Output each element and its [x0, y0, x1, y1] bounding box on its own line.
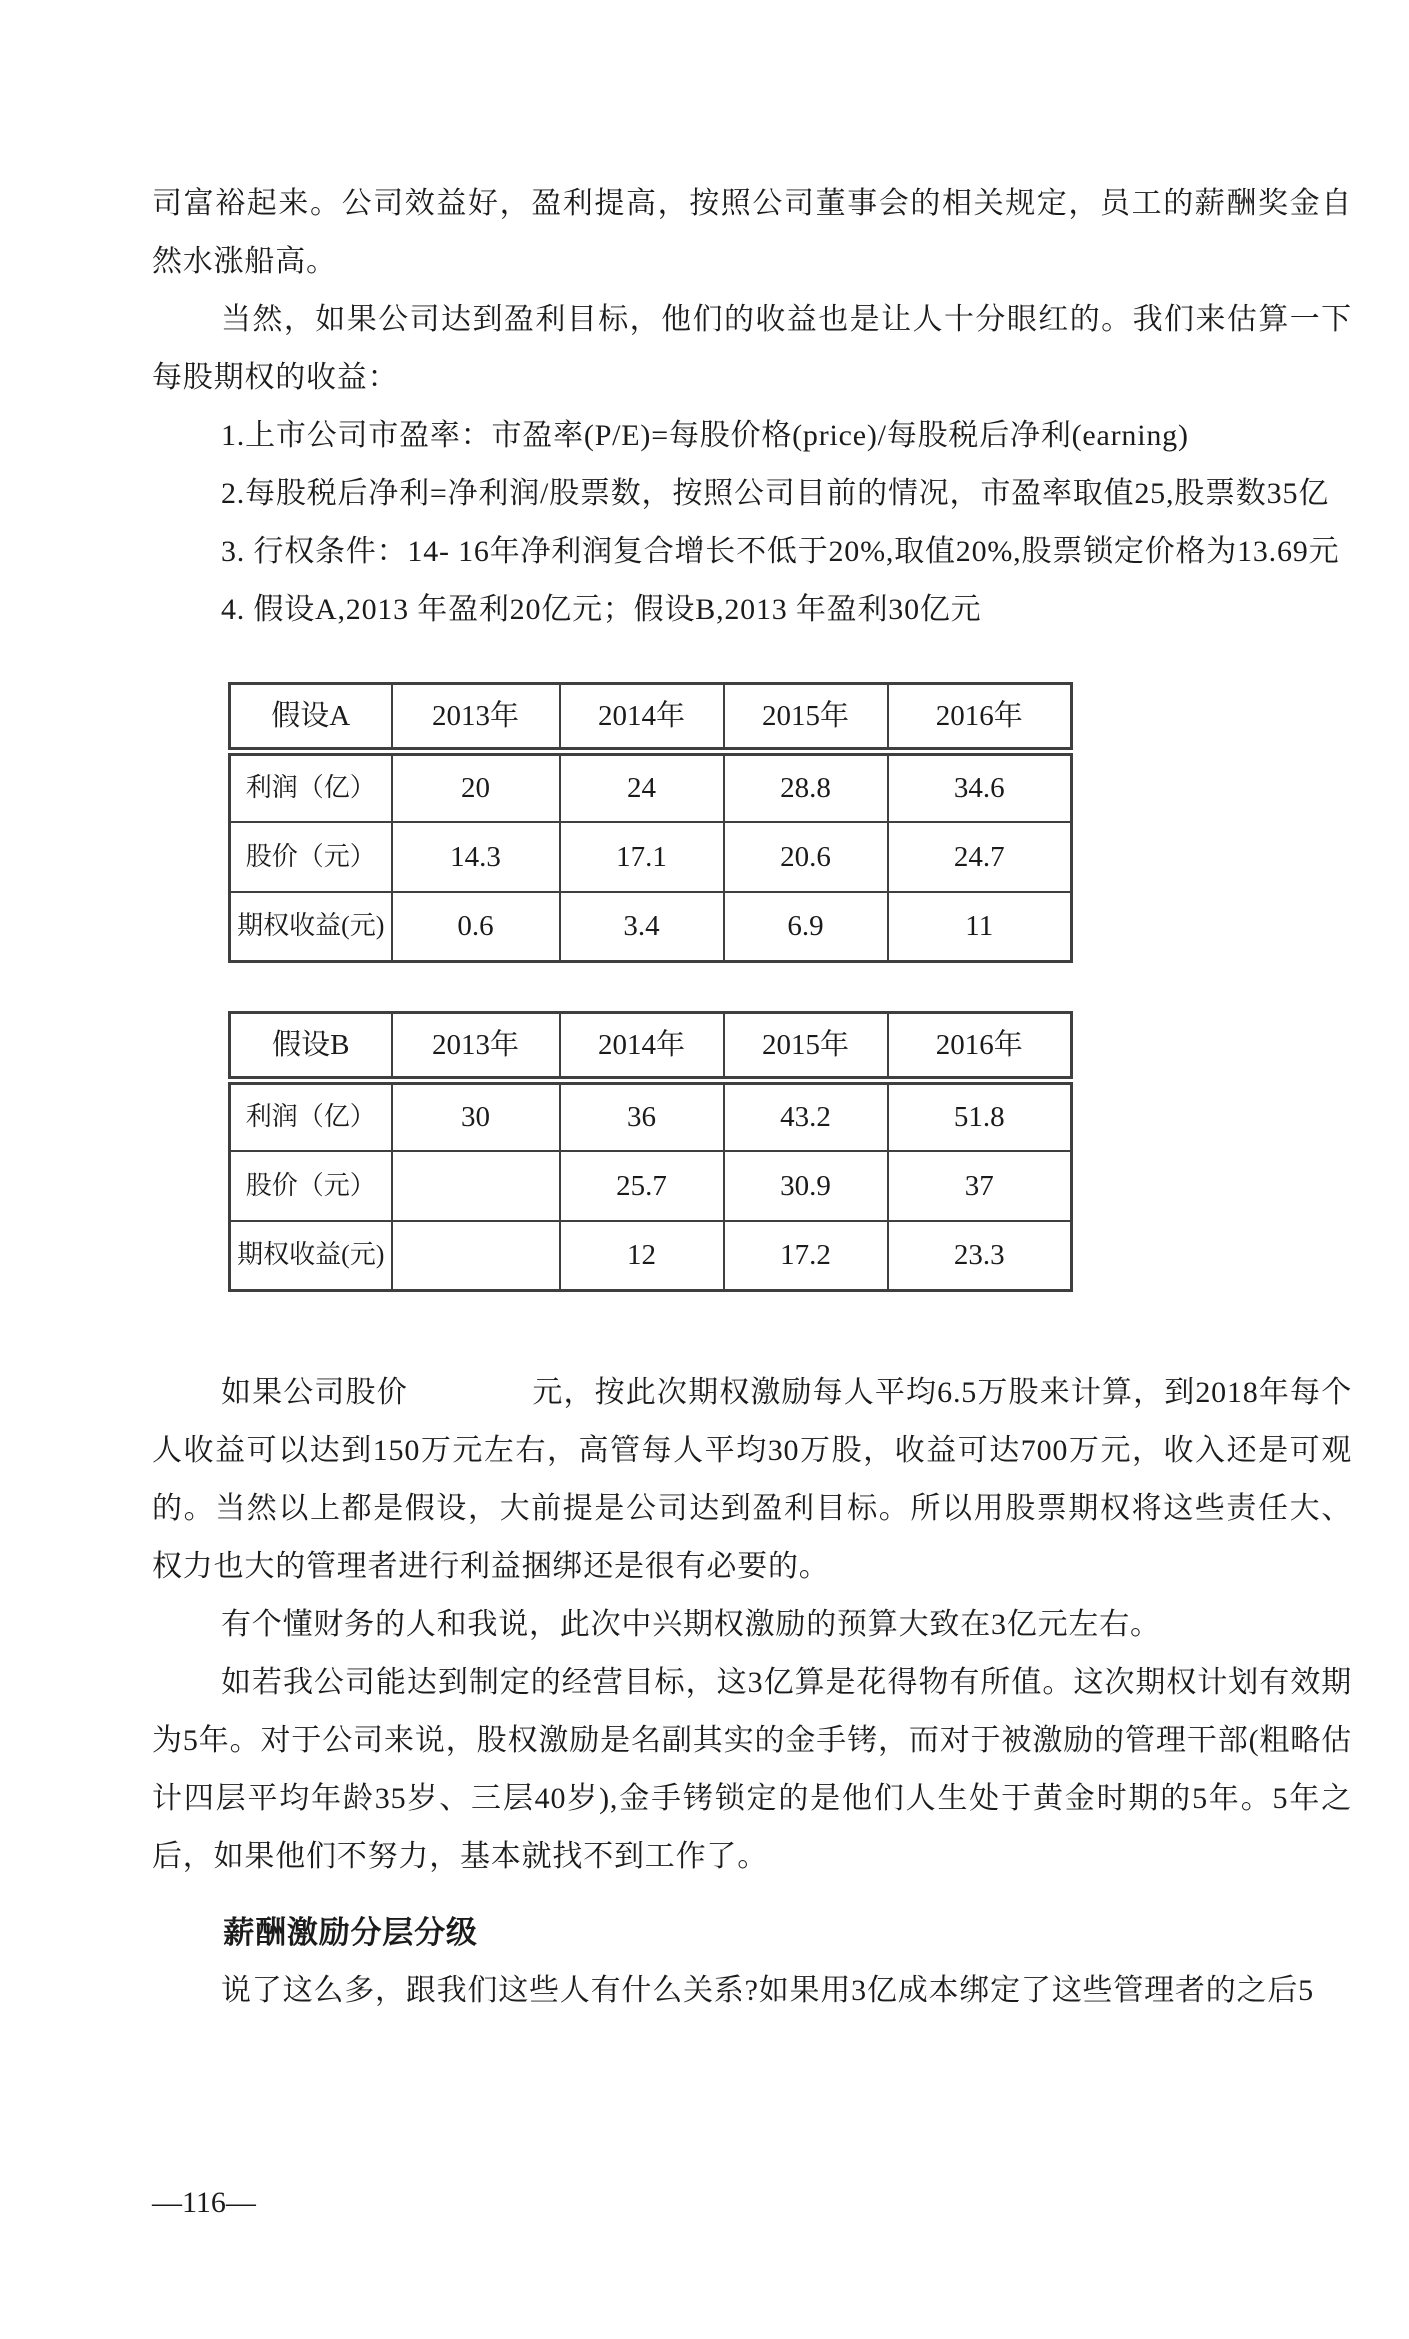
table-b-border-gap-bottom	[433, 1300, 533, 1316]
table-header-cell: 2013年	[392, 1013, 560, 1081]
table-row-label: 利润（亿）	[230, 1081, 392, 1151]
table-cell: 23.3	[888, 1221, 1072, 1291]
table-cell: 12	[560, 1221, 724, 1291]
table-cell: 30.9	[724, 1151, 888, 1221]
list-item-1: 1.上市公司市盈率：市盈率(P/E)=每股价格(price)/每股税后净利(earning)	[221, 419, 1189, 452]
table-row-label: 期权收益(元)	[230, 892, 392, 962]
table-row	[230, 1221, 1072, 1291]
table-cell: 43.2	[724, 1081, 888, 1151]
table-cell: 0.6	[392, 892, 560, 962]
table-header-cell: 2016年	[888, 684, 1072, 752]
table-cell: 24	[560, 752, 724, 822]
table-row	[230, 1151, 1072, 1221]
table-cell: 30	[392, 1081, 560, 1151]
table-cell: 17.2	[724, 1221, 888, 1291]
table-header-cell: 2016年	[888, 1013, 1072, 1081]
table-cell: 36	[560, 1081, 724, 1151]
table-cell: 28.8	[724, 752, 888, 822]
table-row-label: 期权收益(元)	[230, 1221, 392, 1291]
table-header-row	[230, 684, 1072, 752]
table-row-label: 股价（元）	[230, 1151, 392, 1221]
table-row	[230, 892, 1072, 962]
table-cell: 17.1	[560, 822, 724, 892]
table-header-cell: 2013年	[392, 684, 560, 752]
table-cell: 6.9	[724, 892, 888, 962]
table-cell: 34.6	[888, 752, 1072, 822]
paragraph-intro: 当然，如果公司达到盈利目标，他们的收益也是让人十分眼红的。我们来估算一下每股期权的收益：	[152, 303, 1352, 394]
table-row	[230, 822, 1072, 892]
paragraph-last: 说了这么多，跟我们这些人有什么关系?如果用3亿成本绑定了这些管理者的之后5	[221, 1974, 1314, 2007]
table-cell: 37	[888, 1151, 1072, 1221]
table-header-cell: 2014年	[560, 1013, 724, 1081]
table-hypothesis-b-wrapper	[228, 1011, 1070, 1292]
list-item-2: 2.每股税后净利=净利润/股票数，按照公司目前的情况，市盈率取值25,股票数35亿	[221, 477, 1330, 510]
table-header-cell: 假设B	[230, 1013, 392, 1081]
table-cell: 25.7	[560, 1151, 724, 1221]
table-row	[230, 752, 1072, 822]
list-item-3: 3. 行权条件：14- 16年净利润复合增长不低于20%,取值20%,股票锁定价格为13.69元	[221, 535, 1340, 568]
table-row-label: 股价（元）	[230, 822, 392, 892]
paragraph-continuation: 司富裕起来。公司效益好，盈利提高，按照公司董事会的相关规定，员工的薪酬奖金自然水涨船高。	[152, 187, 1352, 278]
table-row	[230, 1081, 1072, 1151]
table-header-cell: 假设A	[230, 684, 392, 752]
page-number: —116—	[152, 2186, 256, 2219]
text-column	[152, 175, 1352, 2020]
paragraph-budget: 有个懂财务的人和我说，此次中兴期权激励的预算大致在3亿元左右。	[221, 1608, 1161, 1641]
table-header-cell: 2015年	[724, 684, 888, 752]
table-cell: 3.4	[560, 892, 724, 962]
table-cell: 14.3	[392, 822, 560, 892]
table-cell: 20.6	[724, 822, 888, 892]
table-row-label: 利润（亿）	[230, 752, 392, 822]
table-hypothesis-b	[228, 1011, 1073, 1292]
table-cell	[392, 1151, 560, 1221]
table-hypothesis-a-wrapper	[228, 682, 1070, 963]
list-item-4: 4. 假设A,2013 年盈利20亿元；假设B,2013 年盈利30亿元	[221, 593, 982, 626]
table-hypothesis-a	[228, 682, 1073, 963]
table-cell: 11	[888, 892, 1072, 962]
table-header-cell: 2015年	[724, 1013, 888, 1081]
table-cell: 20	[392, 752, 560, 822]
table-header-cell: 2014年	[560, 684, 724, 752]
table-cell: 51.8	[888, 1081, 1072, 1151]
table-cell: 24.7	[888, 822, 1072, 892]
table-b-border-gap-top	[433, 1228, 529, 1241]
table-header-row	[230, 1013, 1072, 1081]
section-heading: 薪酬激励分层分级	[223, 1915, 478, 1950]
paragraph-golden-handcuffs: 如若我公司能达到制定的经营目标，这3亿算是花得物有所值。这次期权计划有效期为5年。对于公司来说，股权激励是名副其实的金手铐，而对于被激励的管理干部(粗略估计四层平均年龄35岁、三层40岁),金手铐锁定的是他们人生处于黄金时期的5年。5年之后，如果他们不努力，基本就找不到工作了。	[152, 1666, 1352, 1873]
paragraph-share-price: 如果公司股价 元，按此次期权激励每人平均6.5万股来计算，到2018年每个人收益可以达到150万元左右，高管每人平均30万股，收益可达700万元，收入还是可观的。当然以上都是假设，大前提是公司达到盈利目标。所以用股票期权将这些责任大、权力也大的管理者进行利益捆绑还是很有必要的。	[152, 1376, 1352, 1583]
